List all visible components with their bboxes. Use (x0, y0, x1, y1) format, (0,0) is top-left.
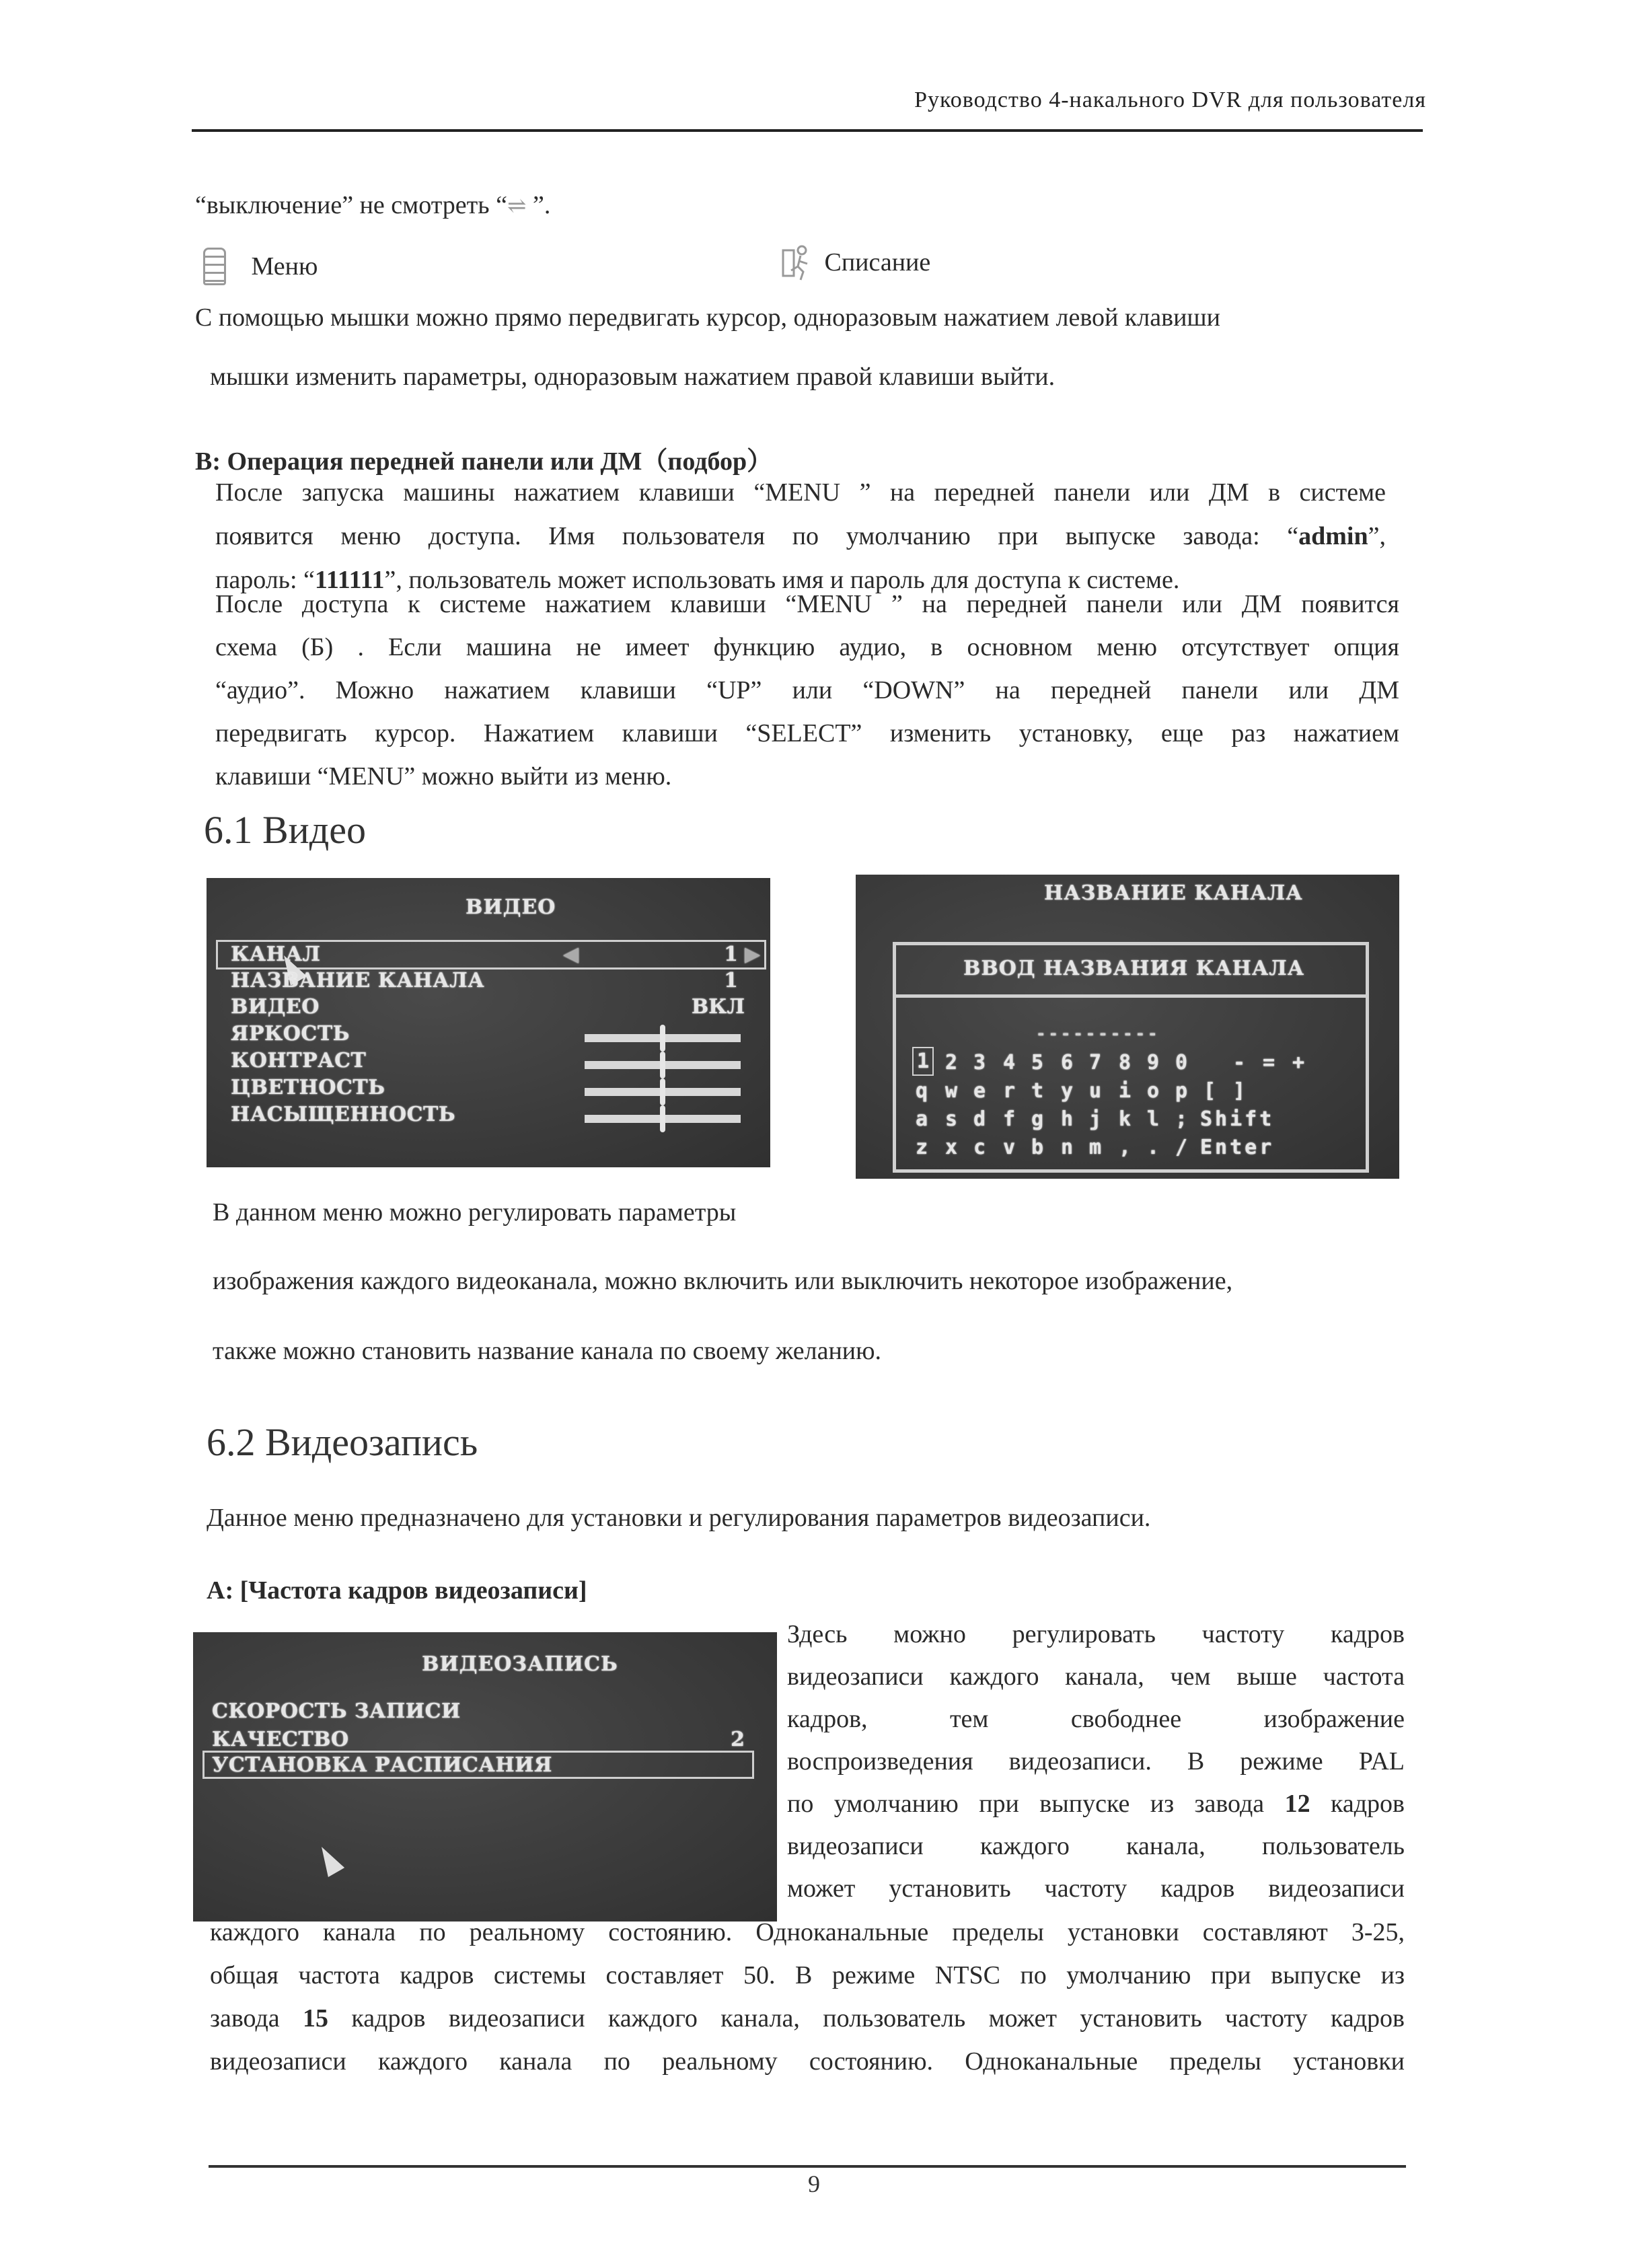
record-row-quality[interactable]: КАЧЕСТВО (212, 1728, 349, 1751)
mouse-instruction-line-1: С помощью мышки можно прямо передвигать курсор, одноразовым нажатием левой клавиши (195, 303, 1221, 332)
key-o[interactable]: o (1146, 1079, 1160, 1103)
video-row-channel-name[interactable]: НАЗВАНИЕ КАНАЛА (231, 969, 485, 992)
key-a[interactable]: a (915, 1107, 928, 1131)
video-row-brightness: ЯРКОСТЬ (231, 1022, 350, 1046)
slider-knob[interactable] (660, 1105, 665, 1132)
video-menu-screenshot (207, 878, 770, 1167)
full-line: завода 15 кадров видеозаписи каждого канала, пользователь может установить частоту кадров (210, 2004, 1405, 2033)
record-row-speed[interactable]: СКОРОСТЬ ЗАПИСИ (212, 1699, 461, 1723)
frame-rate-side-paragraph (787, 1613, 1405, 1910)
arrow-right-icon[interactable]: ▶ (745, 943, 761, 966)
channel-name-input[interactable]: ---------- (1036, 1024, 1160, 1043)
section-6-1-heading: 6.1 Видео (204, 808, 366, 852)
dialog-separator (893, 994, 1369, 998)
slider-knob[interactable] (660, 1025, 665, 1052)
key-f[interactable]: f (1002, 1107, 1016, 1131)
key-n[interactable]: n (1060, 1136, 1074, 1159)
key-x[interactable]: x (944, 1136, 958, 1159)
video-desc-line: изображения каждого видеоканала, можно включить или выключить некоторое изображение, (213, 1267, 1233, 1295)
side-line: воспроизведения видеозаписи. В режиме PAL (787, 1747, 1405, 1776)
key-enter[interactable]: Enter (1200, 1136, 1275, 1159)
swap-arrows-icon: ⇌ (507, 194, 527, 219)
footer-rule (209, 2165, 1406, 2168)
key-semicolon[interactable]: ; (1175, 1107, 1188, 1131)
key-8[interactable]: 8 (1118, 1051, 1132, 1074)
key-right-bracket[interactable]: ] (1232, 1079, 1246, 1103)
keyboard-row-1 (856, 1051, 1399, 1078)
video-row-hue: ЦВЕТНОСТЬ (231, 1076, 385, 1099)
logout-icon-legend (780, 244, 930, 281)
menu-icon-legend (203, 248, 318, 285)
key-e[interactable]: e (973, 1079, 986, 1103)
logout-icon-label: Списание (824, 248, 931, 277)
key-z[interactable]: z (915, 1136, 928, 1159)
intro-suffix: ”. (526, 191, 551, 219)
channel-value: 1 (724, 943, 738, 966)
intro-prefix: “выключение” не смотреть “ (195, 191, 507, 219)
menu-icon (203, 248, 226, 285)
section-b-line: После запуска машины нажатием клавиши “MENU ” на передней панели или ДМ в системе (215, 478, 1386, 507)
section-b-line: После доступа к системе нажатием клавиши “MENU ” на передней панели или ДМ появится (215, 590, 1399, 618)
video-desc-line: также можно становить название канала по своему желанию. (213, 1337, 882, 1365)
page-number: 9 (808, 2170, 820, 2197)
key-l[interactable]: l (1146, 1107, 1160, 1131)
section-b-heading: B: Операция передней панели или ДМ（подбор） (195, 447, 773, 476)
frame-rate-subheading: A: [Частота кадров видеозаписи] (207, 1576, 587, 1605)
channel-name-screenshot (856, 875, 1399, 1179)
key-minus[interactable]: - (1232, 1051, 1246, 1074)
key-equals[interactable]: = (1262, 1051, 1275, 1074)
key-r[interactable]: r (1002, 1079, 1016, 1103)
side-line: кадров, тем свободнее изображение (787, 1705, 1405, 1733)
key-plus[interactable]: + (1292, 1051, 1305, 1074)
key-p[interactable]: p (1175, 1079, 1188, 1103)
video-row-contrast: КОНТРАСТ (231, 1049, 367, 1072)
side-line: видеозаписи каждого канала, пользователь (787, 1832, 1405, 1860)
video-row-video[interactable]: ВИДЕО (231, 995, 320, 1019)
section-b-line: передвигать курсор. Нажатием клавиши “SELECT” изменить установку, еще раз нажатием (215, 719, 1399, 747)
recording-menu-screenshot (193, 1632, 777, 1922)
key-k[interactable]: k (1118, 1107, 1132, 1131)
mouse-cursor-icon (313, 1842, 344, 1877)
key-u[interactable]: u (1088, 1079, 1102, 1103)
section-b-line: пароль: “111111”, пользователь может использовать имя и пароль для доступа к системе. (215, 566, 1180, 594)
key-comma[interactable]: , (1118, 1136, 1132, 1159)
key-j[interactable]: j (1088, 1107, 1102, 1131)
input-dialog-title: ВВОД НАЗВАНИЯ КАНАЛА (963, 957, 1305, 980)
contrast-slider[interactable] (585, 1061, 741, 1069)
section-6-2-heading: 6.2 Видеозапись (207, 1420, 478, 1464)
key-v[interactable]: v (1002, 1136, 1016, 1159)
key-1[interactable]: 1 (912, 1047, 934, 1076)
video-toggle-value[interactable]: ВКЛ (691, 995, 745, 1019)
slider-knob[interactable] (660, 1052, 665, 1078)
key-h[interactable]: h (1060, 1107, 1074, 1131)
key-g[interactable]: g (1031, 1107, 1044, 1131)
slider-knob[interactable] (660, 1078, 665, 1105)
key-2[interactable]: 2 (944, 1051, 958, 1074)
key-y[interactable]: y (1060, 1079, 1074, 1103)
intro-line (195, 192, 550, 220)
section-b-paragraph-2 (215, 583, 1399, 798)
key-m[interactable]: m (1088, 1136, 1102, 1159)
record-row-schedule[interactable]: УСТАНОВКА РАСПИСАНИЯ (212, 1753, 552, 1777)
arrow-left-icon[interactable]: ◀ (563, 943, 579, 966)
menu-icon-label: Меню (251, 252, 318, 281)
full-line: каждого канала по реальному состоянию. Одноканальные пределы установки составляют 3-25, (210, 1918, 1405, 1946)
key-5[interactable]: 5 (1031, 1051, 1044, 1074)
key-0[interactable]: 0 (1175, 1051, 1188, 1074)
key-q[interactable]: q (915, 1079, 928, 1103)
key-6[interactable]: 6 (1060, 1051, 1074, 1074)
video-menu-title: ВИДЕО (466, 895, 556, 919)
channel-name-menu-title: НАЗВАНИЕ КАНАЛА (1044, 881, 1303, 905)
default-username: admin (1298, 522, 1368, 550)
running-header: Руководство 4-накального DVR для пользователя (914, 87, 1426, 112)
full-line: видеозаписи каждого канала по реальному состоянию. Одноканальные пределы установки (210, 2047, 1405, 2076)
header-rule (192, 129, 1423, 132)
brightness-slider[interactable] (585, 1034, 741, 1042)
key-7[interactable]: 7 (1088, 1051, 1102, 1074)
side-line: Здесь можно регулировать частоту кадров (787, 1620, 1405, 1648)
section-b-line: появится меню доступа. Имя пользователя по умолчанию при выпуске завода: “admin”, (215, 522, 1386, 550)
frame-rate-full-paragraph (210, 1911, 1405, 2083)
section-b-line: схема (Б) . Если машина не имеет функцию аудио, в основном меню отсутствует опция (215, 633, 1399, 661)
side-line: видеозаписи каждого канала, чем выше частота (787, 1662, 1405, 1691)
key-b[interactable]: b (1031, 1136, 1044, 1159)
recording-intro: Данное меню предназначено для установки и регулирования параметров видеозаписи. (207, 1504, 1151, 1532)
key-period[interactable]: . (1146, 1136, 1160, 1159)
key-d[interactable]: d (973, 1107, 986, 1131)
full-line: общая частота кадров системы составляет 50. В режиме NTSC по умолчанию при выпуске из (210, 1961, 1405, 1989)
mouse-instruction-line-2: мышки изменить параметры, одноразовым нажатием правой клавиши выйти. (210, 363, 1055, 391)
channel-name-value: 1 (724, 969, 738, 992)
key-left-bracket[interactable]: [ (1203, 1079, 1216, 1103)
key-s[interactable]: s (944, 1107, 958, 1131)
recording-menu-title: ВИДЕОЗАПИСЬ (422, 1652, 618, 1676)
key-shift[interactable]: Shift (1200, 1107, 1275, 1131)
quality-value: 2 (731, 1728, 745, 1751)
video-desc-line: В данном меню можно регулировать параметры (213, 1198, 737, 1227)
side-line: по умолчанию при выпуске из завода 12 кадров (787, 1790, 1405, 1818)
hue-slider[interactable] (585, 1088, 741, 1096)
keyboard-row-2 (856, 1079, 1399, 1106)
logout-icon (780, 244, 814, 281)
key-slash[interactable]: / (1175, 1136, 1188, 1159)
section-b-line: “аудио”. Можно нажатием клавиши “UP” или “DOWN” на передней панели или ДМ (215, 676, 1399, 704)
key-c[interactable]: c (973, 1136, 986, 1159)
video-row-saturation: НАСЫЩЕННОСТЬ (231, 1103, 456, 1126)
key-t[interactable]: t (1031, 1079, 1044, 1103)
ntsc-default-fps: 15 (303, 2004, 329, 2033)
side-line: может установить частоту кадров видеозаписи (787, 1874, 1405, 1903)
section-b-line: клавиши “MENU” можно выйти из меню. (215, 762, 672, 791)
key-i[interactable]: i (1118, 1079, 1132, 1103)
key-3[interactable]: 3 (973, 1051, 986, 1074)
key-w[interactable]: w (944, 1079, 958, 1103)
key-4[interactable]: 4 (1002, 1051, 1016, 1074)
video-row-channel[interactable]: КАНАЛ (231, 943, 321, 966)
keyboard-row-4 (856, 1136, 1399, 1163)
saturation-slider[interactable] (585, 1115, 741, 1123)
pal-default-fps: 12 (1284, 1790, 1310, 1818)
key-9[interactable]: 9 (1146, 1051, 1160, 1074)
keyboard-row-3 (856, 1107, 1399, 1134)
default-password: 111111 (314, 566, 385, 594)
